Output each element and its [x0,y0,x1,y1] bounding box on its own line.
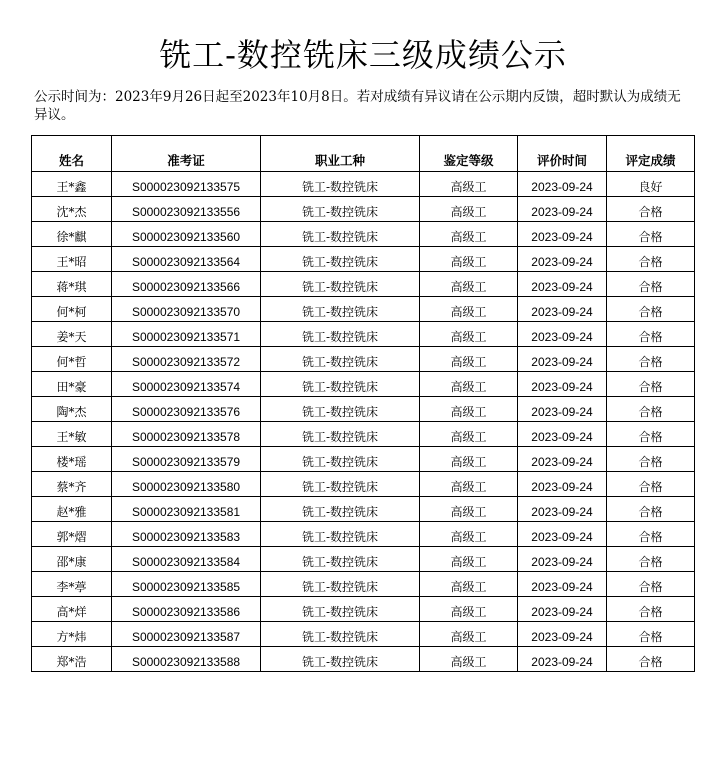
cell-ticket-number: S000023092133583 [112,522,261,547]
cell-ticket-number: S000023092133584 [112,547,261,572]
publication-notice: 公示时间为：2023年9月26日起至2023年10月8日。若对成绩有异议请在公示期内反馈，超时默认为成绩无异议。 [34,89,681,123]
table-row [32,497,695,522]
cell-level: 高级工 [420,447,518,472]
cell-level: 高级工 [420,172,518,197]
cell-name: 王*昭 [32,247,112,272]
cell-evaluation-date: 2023-09-24 [518,547,607,572]
cell-name: 王*鑫 [32,172,112,197]
cell-name: 蒋*琪 [32,272,112,297]
cell-ticket-number: S000023092133572 [112,347,261,372]
cell-occupation: 铣工-数控铣床 [261,197,420,222]
table-row [32,272,695,297]
cell-level: 高级工 [420,297,518,322]
cell-ticket-number: S000023092133556 [112,197,261,222]
header-level: 鉴定等级 [420,136,518,172]
cell-occupation: 铣工-数控铣床 [261,422,420,447]
cell-name: 姜*天 [32,322,112,347]
cell-ticket-number: S000023092133581 [112,497,261,522]
cell-occupation: 铣工-数控铣床 [261,222,420,247]
results-body [32,172,695,672]
cell-name: 楼*瑶 [32,447,112,472]
cell-level: 高级工 [420,622,518,647]
cell-result: 合格 [607,272,695,297]
header-ticket-number: 准考证 [112,136,261,172]
cell-evaluation-date: 2023-09-24 [518,222,607,247]
table-row [32,372,695,397]
cell-name: 何*哲 [32,347,112,372]
cell-name: 赵*雅 [32,497,112,522]
header-evaluation-date: 评价时间 [518,136,607,172]
cell-result: 合格 [607,372,695,397]
cell-occupation: 铣工-数控铣床 [261,397,420,422]
cell-result: 合格 [607,347,695,372]
cell-ticket-number: S000023092133585 [112,572,261,597]
cell-level: 高级工 [420,397,518,422]
cell-name: 何*柯 [32,297,112,322]
table-row [32,322,695,347]
cell-result: 合格 [607,322,695,347]
table-row [32,247,695,272]
cell-level: 高级工 [420,572,518,597]
table-row [32,522,695,547]
cell-ticket-number: S000023092133575 [112,172,261,197]
table-row [32,472,695,497]
cell-ticket-number: S000023092133588 [112,647,261,672]
table-row [32,597,695,622]
cell-occupation: 铣工-数控铣床 [261,447,420,472]
cell-ticket-number: S000023092133570 [112,297,261,322]
cell-evaluation-date: 2023-09-24 [518,272,607,297]
cell-level: 高级工 [420,272,518,297]
cell-ticket-number: S000023092133564 [112,247,261,272]
cell-ticket-number: S000023092133586 [112,597,261,622]
table-row [32,622,695,647]
table-row [32,197,695,222]
cell-occupation: 铣工-数控铣床 [261,647,420,672]
cell-evaluation-date: 2023-09-24 [518,572,607,597]
table-row [32,572,695,597]
cell-name: 王*敏 [32,422,112,447]
cell-level: 高级工 [420,347,518,372]
cell-occupation: 铣工-数控铣床 [261,372,420,397]
cell-level: 高级工 [420,322,518,347]
cell-ticket-number: S000023092133579 [112,447,261,472]
cell-evaluation-date: 2023-09-24 [518,397,607,422]
cell-ticket-number: S000023092133560 [112,222,261,247]
table-row [32,422,695,447]
cell-name: 田*豪 [32,372,112,397]
table-row [32,297,695,322]
cell-occupation: 铣工-数控铣床 [261,297,420,322]
cell-occupation: 铣工-数控铣床 [261,172,420,197]
cell-ticket-number: S000023092133574 [112,372,261,397]
page-title: 铣工-数控铣床三级成绩公示 [159,36,567,74]
cell-result: 合格 [607,247,695,272]
cell-level: 高级工 [420,222,518,247]
cell-occupation: 铣工-数控铣床 [261,622,420,647]
cell-name: 邵*康 [32,547,112,572]
cell-ticket-number: S000023092133578 [112,422,261,447]
cell-evaluation-date: 2023-09-24 [518,172,607,197]
cell-occupation: 铣工-数控铣床 [261,272,420,297]
cell-level: 高级工 [420,522,518,547]
cell-occupation: 铣工-数控铣床 [261,547,420,572]
cell-result: 合格 [607,497,695,522]
table-row [32,447,695,472]
cell-name: 陶*杰 [32,397,112,422]
cell-evaluation-date: 2023-09-24 [518,372,607,397]
cell-result: 合格 [607,522,695,547]
cell-evaluation-date: 2023-09-24 [518,647,607,672]
cell-result: 合格 [607,622,695,647]
cell-evaluation-date: 2023-09-24 [518,322,607,347]
header-name: 姓名 [32,136,112,172]
cell-result: 合格 [607,222,695,247]
cell-evaluation-date: 2023-09-24 [518,522,607,547]
cell-occupation: 铣工-数控铣床 [261,472,420,497]
cell-occupation: 铣工-数控铣床 [261,247,420,272]
cell-occupation: 铣工-数控铣床 [261,497,420,522]
cell-level: 高级工 [420,597,518,622]
cell-level: 高级工 [420,247,518,272]
cell-result: 合格 [607,422,695,447]
cell-occupation: 铣工-数控铣床 [261,322,420,347]
cell-name: 郑*浩 [32,647,112,672]
table-row [32,397,695,422]
cell-level: 高级工 [420,372,518,397]
table-row [32,547,695,572]
cell-name: 郭*熠 [32,522,112,547]
cell-occupation: 铣工-数控铣床 [261,572,420,597]
cell-name: 李*葶 [32,572,112,597]
cell-result: 合格 [607,547,695,572]
header-result: 评定成绩 [607,136,695,172]
cell-level: 高级工 [420,497,518,522]
results-table [31,135,695,672]
cell-evaluation-date: 2023-09-24 [518,597,607,622]
cell-evaluation-date: 2023-09-24 [518,447,607,472]
cell-evaluation-date: 2023-09-24 [518,347,607,372]
cell-name: 沈*杰 [32,197,112,222]
cell-evaluation-date: 2023-09-24 [518,197,607,222]
cell-level: 高级工 [420,647,518,672]
cell-ticket-number: S000023092133580 [112,472,261,497]
cell-level: 高级工 [420,197,518,222]
header-occupation: 职业工种 [261,136,420,172]
cell-result: 合格 [607,647,695,672]
cell-evaluation-date: 2023-09-24 [518,472,607,497]
cell-result: 合格 [607,472,695,497]
cell-ticket-number: S000023092133571 [112,322,261,347]
cell-evaluation-date: 2023-09-24 [518,247,607,272]
cell-level: 高级工 [420,422,518,447]
cell-name: 高*烊 [32,597,112,622]
cell-level: 高级工 [420,547,518,572]
cell-result: 合格 [607,572,695,597]
cell-occupation: 铣工-数控铣床 [261,522,420,547]
cell-name: 方*炜 [32,622,112,647]
cell-evaluation-date: 2023-09-24 [518,297,607,322]
table-row [32,222,695,247]
cell-result: 合格 [607,447,695,472]
cell-occupation: 铣工-数控铣床 [261,597,420,622]
cell-result: 合格 [607,397,695,422]
cell-name: 徐*麒 [32,222,112,247]
cell-ticket-number: S000023092133576 [112,397,261,422]
cell-level: 高级工 [420,472,518,497]
cell-name: 蔡*齐 [32,472,112,497]
cell-evaluation-date: 2023-09-24 [518,422,607,447]
table-header-row [32,136,695,172]
cell-ticket-number: S000023092133587 [112,622,261,647]
cell-evaluation-date: 2023-09-24 [518,497,607,522]
cell-occupation: 铣工-数控铣床 [261,347,420,372]
table-row [32,347,695,372]
cell-result: 合格 [607,597,695,622]
cell-ticket-number: S000023092133566 [112,272,261,297]
cell-result: 合格 [607,297,695,322]
table-row [32,647,695,672]
table-row [32,172,695,197]
cell-evaluation-date: 2023-09-24 [518,622,607,647]
cell-result: 良好 [607,172,695,197]
cell-result: 合格 [607,197,695,222]
